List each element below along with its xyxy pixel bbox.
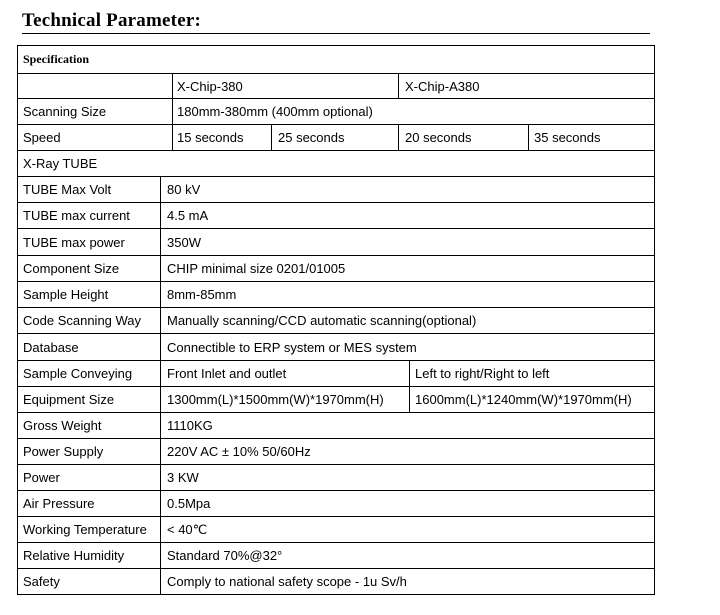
row-value: 3 KW (167, 470, 199, 485)
row-rule (17, 255, 655, 256)
row-value: Connectible to ERP system or MES system (167, 340, 417, 355)
row-label: TUBE max current (23, 208, 130, 223)
row-rule (17, 516, 655, 517)
row-rule (17, 333, 655, 334)
row-value: Comply to national safety scope - 1u Sv/h (167, 574, 407, 589)
row-rule (17, 281, 655, 282)
row-value: Front Inlet and outlet (167, 366, 287, 381)
row-value: Left to right/Right to left (415, 366, 550, 381)
row-rule (17, 542, 655, 543)
row-rule (17, 98, 655, 99)
model-name: X-Chip-A380 (405, 79, 480, 94)
specification-label: Specification (23, 52, 89, 66)
row-label: Safety (23, 574, 60, 589)
row-label: Working Temperature (23, 522, 147, 537)
speed-value: 35 seconds (534, 130, 601, 145)
row-label: TUBE max power (23, 235, 125, 250)
row-value: 180mm-380mm (400mm optional) (177, 104, 373, 119)
row-rule (17, 150, 655, 151)
row-value: Standard 70%@32° (167, 548, 283, 563)
row-rule (17, 386, 655, 387)
row-value: 4.5 mA (167, 208, 209, 223)
section-label: X-Ray TUBE (23, 156, 98, 171)
row-value: 1300mm(L)*1500mm(W)*1970mm(H) (167, 392, 384, 407)
value-column-divider (409, 360, 410, 387)
row-value: 1600mm(L)*1240mm(W)*1970mm(H) (415, 392, 632, 407)
row-label: Power Supply (23, 444, 104, 459)
row-rule (17, 307, 655, 308)
row-label: Power (23, 470, 60, 485)
row-value: 80 kV (167, 182, 201, 197)
row-value: CHIP minimal size 0201/01005 (167, 261, 346, 276)
row-label: Code Scanning Way (23, 313, 142, 328)
row-label: Scanning Size (23, 104, 107, 119)
row-label: Air Pressure (23, 496, 95, 511)
row-value: 350W (167, 235, 201, 250)
table-top-border (17, 45, 655, 46)
row-label: Sample Conveying (23, 366, 133, 381)
page-title: Technical Parameter: (22, 10, 201, 31)
model-column-divider (398, 73, 399, 99)
speed-value: 15 seconds (177, 130, 244, 145)
row-value: 0.5Mpa (167, 496, 211, 511)
row-rule (17, 228, 655, 229)
row-rule (17, 490, 655, 491)
speed-value: 20 seconds (405, 130, 472, 145)
row-value: 220V AC ± 10% 50/60Hz (167, 444, 311, 459)
row-label: Component Size (23, 261, 120, 276)
row-value: Manually scanning/CCD automatic scanning(optional) (167, 313, 477, 328)
speed-value: 25 seconds (278, 130, 345, 145)
row-value: 8mm-85mm (167, 287, 237, 302)
table-right-border (654, 45, 655, 595)
row-rule (17, 176, 655, 177)
row-rule (17, 202, 655, 203)
speed-divider (271, 124, 272, 151)
row-label: Database (23, 340, 79, 355)
row-rule (17, 464, 655, 465)
row-label: Equipment Size (23, 392, 115, 407)
speed-divider (528, 124, 529, 151)
row-value: 1110KG (167, 418, 213, 433)
row-label: Sample Height (23, 287, 109, 302)
table-left-border (17, 45, 18, 595)
label-column-divider (172, 73, 173, 151)
row-rule (17, 124, 655, 125)
row-rule (17, 360, 655, 361)
value-column-divider (409, 386, 410, 413)
row-label: TUBE Max Volt (23, 182, 112, 197)
label-column-divider (160, 176, 161, 595)
row-label: Speed (23, 130, 61, 145)
speed-divider (398, 124, 399, 151)
row-label: Gross Weight (23, 418, 102, 433)
row-rule (17, 412, 655, 413)
model-name: X-Chip-380 (177, 79, 243, 94)
table-bottom-border (17, 594, 655, 595)
row-rule (17, 73, 655, 74)
row-rule (17, 568, 655, 569)
row-rule (17, 438, 655, 439)
row-value: < 40℃ (167, 522, 208, 537)
row-label: Relative Humidity (23, 548, 125, 563)
